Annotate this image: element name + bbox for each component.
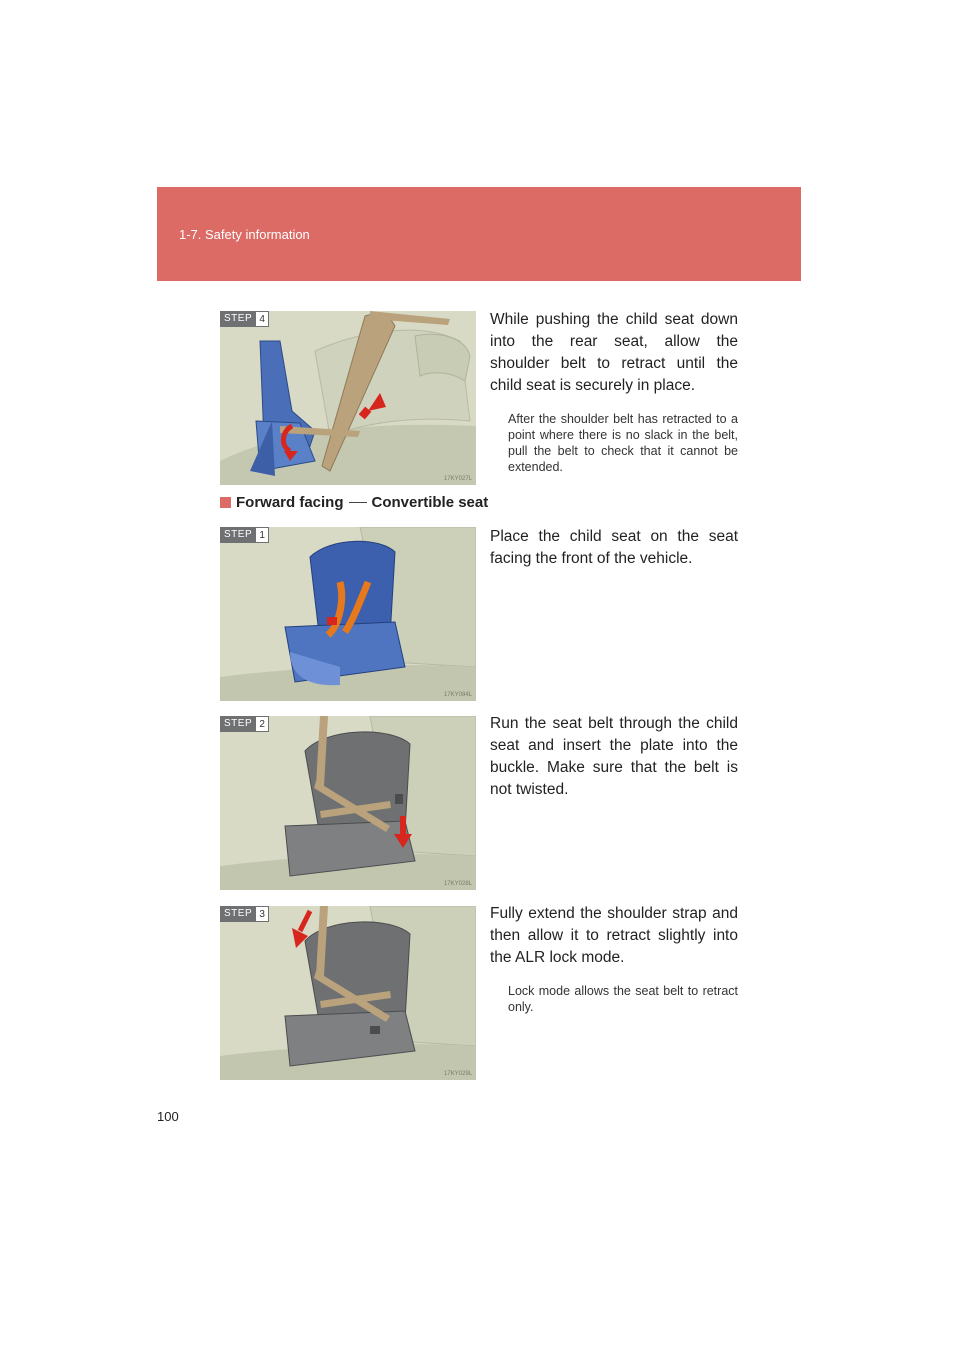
rear-facing-seat-illustration [220,311,476,485]
section-label: 1-7. Safety information [179,227,310,242]
page-number: 100 [157,1109,179,1124]
step-number: 1 [255,527,269,543]
step-number: 2 [255,716,269,732]
figure-code: 17KY027L [443,476,472,482]
figure-code: 17KY084L [443,692,472,698]
extend-strap-illustration [220,906,476,1080]
step-badge [220,716,269,732]
figure-code: 17KY029L [443,1071,472,1077]
dash-divider [349,502,367,503]
step-badge [220,311,269,327]
figure-step3-extend-strap [220,906,476,1080]
step-badge [220,527,269,543]
step-label: STEP [220,527,255,543]
step-number: 3 [255,906,269,922]
step-number: 4 [255,311,269,327]
forward-seat-illustration [220,527,476,701]
step1-instruction: Place the child seat on the seat facing the front of the vehicle. [490,528,738,567]
step-label: STEP [220,716,255,732]
figure-code: 17KY028L [443,881,472,887]
square-bullet-icon [220,497,231,508]
belt-through-seat-illustration [220,716,476,890]
subheading-forward-facing [220,494,488,511]
step-label: STEP [220,906,255,922]
step4-instruction: While pushing the child seat down into the rear seat, allow the shoulder belt to retract until the child seat is securely in place. [490,311,738,394]
figure-step1-forward-seat [220,527,476,701]
figure-step2-belt-through-seat [220,716,476,890]
subheading-right: Convertible seat [371,494,489,511]
step3-note: Lock mode allows the seat belt to retract only. [508,984,738,1014]
step4-note: After the shoulder belt has retracted to a point where there is no slack in the belt, pull the belt to check that it cannot be extended. [508,412,738,474]
step-label: STEP [220,311,255,327]
header-band [157,187,801,281]
figure-step4-rear-facing-seat [220,311,476,485]
step3-instruction: Fully extend the shoulder strap and then allow it to retract slightly into the ALR lock mode. [490,905,738,966]
step2-instruction: Run the seat belt through the child seat and insert the plate into the buckle. Make sure that the belt is not twisted. [490,715,738,798]
subheading-left: Forward facing [236,494,344,511]
step-badge [220,906,269,922]
